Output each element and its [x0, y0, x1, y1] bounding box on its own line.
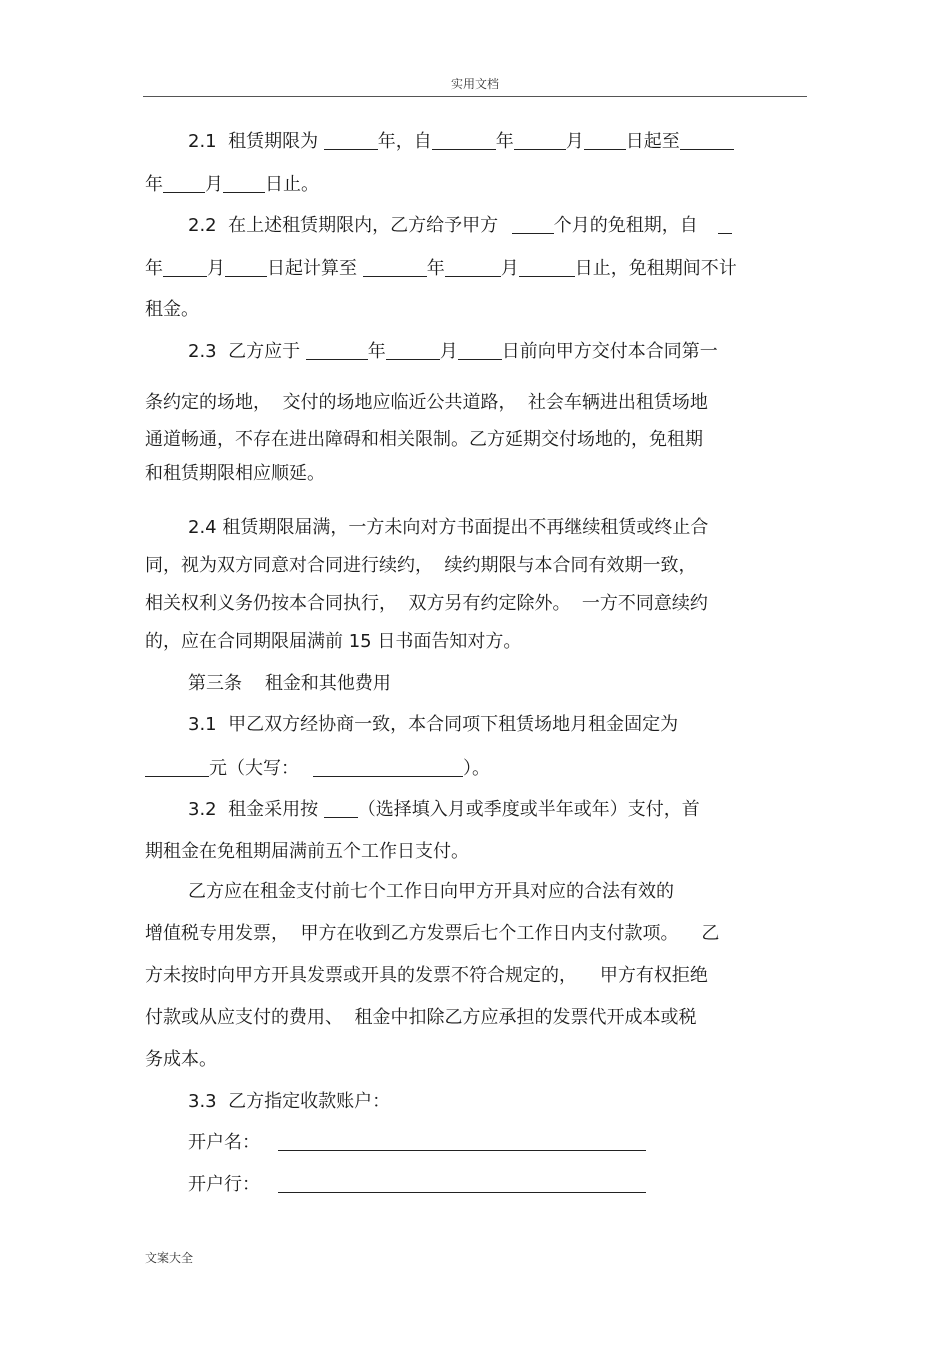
blank-free-start-day[interactable] — [225, 256, 267, 277]
blank-rent-amount-words[interactable] — [313, 756, 463, 777]
clause-2-3-line-4: 和租赁期限相应顺延。 — [145, 463, 325, 484]
clause-2-4-line-1: 2.4 租赁期限届满，一方未向对方书面提出不再继续租赁或终止合 — [188, 517, 709, 538]
blank-start-day[interactable] — [584, 129, 626, 150]
clause-2-3-line-2: 条约定的场地， 交付的场地应临近公共道路， 社会车辆进出租赁场地 — [145, 392, 708, 413]
blank-delivery-day[interactable] — [458, 339, 502, 360]
header-divider — [143, 96, 807, 97]
invoice-para-line-5: 务成本。 — [145, 1049, 217, 1070]
clause-3-1-line-1: 3.1 甲乙双方经协商一致，本合同项下租赁场地月租金固定为 — [188, 714, 679, 735]
clause-2-1-line-1: 2.1 租赁期限为 年，自 年 月 日起至 — [188, 129, 734, 155]
blank-start-year[interactable] — [432, 129, 496, 150]
invoice-para-line-1: 乙方应在租金支付前七个工作日向甲方开具对应的合法有效的 — [188, 881, 674, 902]
blank-end-day[interactable] — [223, 172, 265, 193]
blank-delivery-year[interactable] — [306, 339, 368, 360]
bank-field[interactable] — [278, 1172, 646, 1193]
blank-end-year[interactable] — [680, 129, 734, 150]
blank-years[interactable] — [324, 129, 378, 150]
blank-payment-period[interactable] — [324, 797, 358, 818]
clause-3-1-line-2: 元（大写： ）。 — [145, 756, 490, 782]
clause-2-4-line-4: 的，应在合同期限届满前 15 日书面告知对方。 — [145, 631, 522, 652]
bank-row — [188, 1172, 646, 1198]
page-footer: 文案大全 — [145, 1251, 194, 1265]
clause-3-2-line-1: 3.2 租金采用按 （选择填入月或季度或半年或年）支付，首 — [188, 799, 700, 820]
clause-2-4-line-2: 同，视为双方同意对合同进行续约， 续约期限与本合同有效期一致， — [145, 555, 697, 576]
blank-free-end-day[interactable] — [519, 256, 575, 277]
blank-delivery-month[interactable] — [386, 339, 440, 360]
clause-2-2-line-1: 2.2 在上述租赁期限内，乙方给予甲方 个月的免租期，自 — [188, 213, 732, 239]
article-3-heading: 第三条 租金和其他费用 — [188, 673, 391, 694]
invoice-para-line-2: 增值税专用发票， 甲方在收到乙方发票后七个工作日内支付款项。 乙 — [145, 923, 720, 944]
clause-3-2-line-2: 期租金在免租期届满前五个工作日支付。 — [145, 841, 469, 862]
clause-2-2-line-2: 年 月 日起计算至 年 月 日止，免租期间不计 — [145, 258, 737, 279]
blank-free-months[interactable] — [512, 213, 554, 234]
blank-free-start-month[interactable] — [163, 256, 207, 277]
account-name-label: 开户名： — [188, 1132, 260, 1153]
account-name-row — [188, 1130, 646, 1156]
account-name-field[interactable] — [278, 1130, 646, 1151]
page-header: 实用文档 — [450, 77, 499, 91]
clause-2-1-line-2: 年 月 日止。 — [145, 174, 319, 195]
invoice-para-line-3: 方未按时向甲方开具发票或开具的发票不符合规定的， 甲方有权拒绝 — [145, 965, 708, 986]
clause-2-2-line-3: 租金。 — [145, 299, 199, 320]
clause-2-3-line-1: 2.3 乙方应于 年 月 日前向甲方交付本合同第一 — [188, 341, 718, 362]
blank-start-month[interactable] — [514, 129, 566, 150]
bank-label: 开户行： — [188, 1174, 260, 1195]
blank-rent-amount[interactable] — [145, 756, 209, 777]
clause-2-3-line-3: 通道畅通，不存在进出障碍和相关限制。乙方延期交付场地的，免租期 — [145, 429, 703, 450]
invoice-para-line-4: 付款或从应支付的费用、 租金中扣除乙方应承担的发票代开成本或税 — [145, 1007, 697, 1028]
clause-3-3-heading: 3.3 乙方指定收款账户： — [188, 1091, 391, 1112]
blank-free-start[interactable] — [718, 213, 732, 234]
blank-end-month[interactable] — [163, 172, 205, 193]
clause-2-4-line-3: 相关权利义务仍按本合同执行， 双方另有约定除外。 一方不同意续约 — [145, 593, 708, 614]
blank-free-end-month[interactable] — [445, 256, 501, 277]
blank-free-end-year[interactable] — [363, 256, 427, 277]
